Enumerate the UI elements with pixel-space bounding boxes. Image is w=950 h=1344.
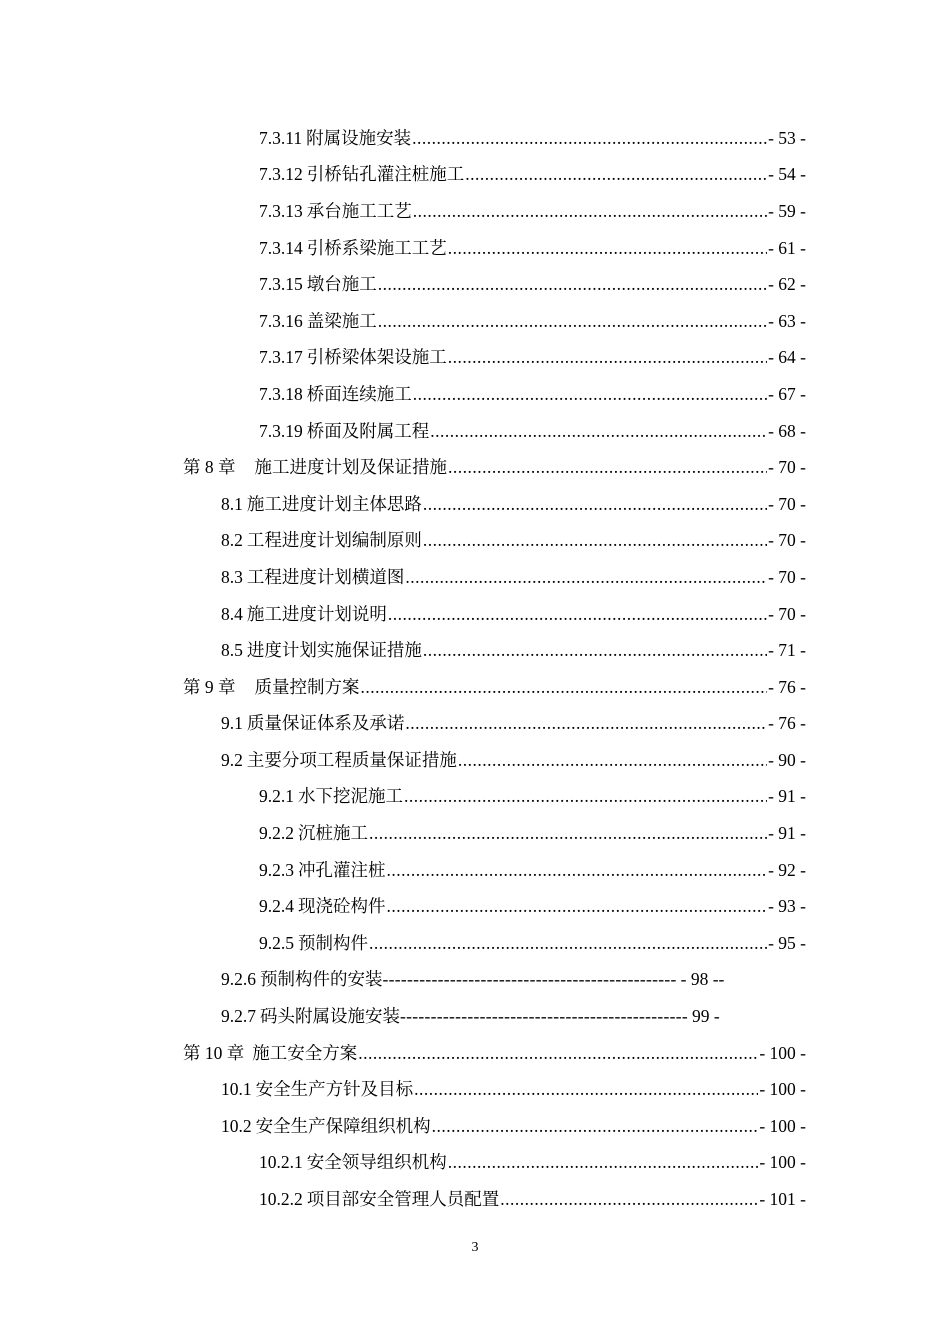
toc-title: 沉桩施工: [298, 823, 368, 844]
toc-page: - 54 -: [768, 164, 806, 185]
toc-entry[interactable]: [0, 1180, 950, 1217]
toc-number: 10.1: [221, 1079, 252, 1100]
toc-number: 第 10 章: [183, 1042, 245, 1063]
dot-leader: [361, 677, 768, 698]
toc-entry[interactable]: [0, 814, 950, 851]
toc-title: 主要分项工程质量保证措施: [246, 749, 457, 770]
toc-entry[interactable]: [0, 778, 950, 815]
toc-title: 桥面及附属工程: [306, 420, 430, 441]
toc-entry[interactable]: [0, 1107, 950, 1144]
toc-page: - 53 -: [768, 127, 806, 148]
toc-number: 8.3: [221, 566, 243, 587]
toc-number: 7.3.13: [259, 200, 303, 221]
toc-title: 安全生产方针及目标: [255, 1079, 414, 1100]
toc-number: 7.3.14: [259, 237, 303, 258]
toc-entry[interactable]: [0, 339, 950, 376]
dot-leader: [423, 494, 767, 515]
toc-number: 9.2: [221, 749, 243, 770]
toc-entry[interactable]: [0, 119, 950, 156]
toc-title: 预制构件的安装: [260, 969, 383, 990]
toc-title: 水下挖泥施工: [298, 786, 403, 807]
toc-entry[interactable]: [0, 265, 950, 302]
toc-entry[interactable]: [0, 375, 950, 412]
toc-number: 10.2: [221, 1115, 252, 1136]
toc-entry[interactable]: [0, 1144, 950, 1181]
toc-number: 8.5: [221, 640, 243, 661]
toc-number: 10.2.1: [259, 1152, 303, 1173]
toc-entry[interactable]: [0, 1070, 950, 1107]
toc-page: - 91 -: [768, 786, 806, 807]
toc-number: 9.2.4: [259, 896, 294, 917]
dot-leader: [423, 640, 767, 661]
toc-page: - 70 -: [768, 566, 806, 587]
toc-page: - 95 -: [768, 932, 806, 953]
toc-entry[interactable]: [0, 705, 950, 742]
dot-leader: [432, 1116, 759, 1137]
dot-leader: [500, 1189, 758, 1210]
dot-leader: [369, 933, 767, 954]
toc-page: - 67 -: [768, 383, 806, 404]
page-number: 3: [471, 1240, 479, 1255]
toc-number: 9.2.2: [259, 823, 294, 844]
dot-leader: [388, 604, 767, 625]
dot-leader: [405, 567, 767, 588]
toc-title: 码头附属设施安装: [260, 1006, 400, 1027]
toc-entry[interactable]: [0, 192, 950, 229]
toc-page: 99 -: [692, 1006, 720, 1027]
dot-leader: [413, 384, 767, 405]
toc-entry[interactable]: [0, 961, 950, 998]
toc-title: 现浇砼构件: [298, 896, 386, 917]
toc-number: 10.2.2: [259, 1189, 303, 1210]
toc-title: 预制构件: [298, 932, 368, 953]
toc-title: 施工进度计划说明: [246, 603, 387, 624]
toc-page: - 100 -: [759, 1079, 806, 1100]
toc-page: - 62 -: [768, 274, 806, 295]
toc-number: 7.3.18: [259, 383, 303, 404]
toc-entry[interactable]: [0, 302, 950, 339]
toc-page: - 91 -: [768, 823, 806, 844]
toc-entry[interactable]: [0, 156, 950, 193]
dot-leader: [448, 1152, 759, 1173]
toc-page: - 71 -: [768, 640, 806, 661]
toc-title: 质量控制方案: [254, 676, 360, 697]
toc-page: - 76 -: [768, 713, 806, 734]
toc-number: 7.3.17: [259, 347, 303, 368]
toc-entry[interactable]: [0, 924, 950, 961]
dot-leader: [414, 1079, 758, 1100]
toc-entry[interactable]: [0, 631, 950, 668]
table-of-contents: [0, 119, 950, 1217]
toc-entry[interactable]: [0, 522, 950, 559]
toc-number: 8.1: [221, 493, 243, 514]
toc-number: 第 9 章: [183, 676, 236, 697]
toc-entry[interactable]: [0, 412, 950, 449]
dot-leader: [369, 823, 767, 844]
toc-page: - 93 -: [768, 896, 806, 917]
toc-page: - 100 -: [759, 1152, 806, 1173]
toc-page: - 70 -: [768, 603, 806, 624]
toc-page: - 76 -: [768, 676, 806, 697]
toc-title: 桥面连续施工: [306, 383, 412, 404]
toc-title: 施工安全方案: [252, 1042, 358, 1063]
dot-leader: [404, 786, 767, 807]
toc-title: 项目部安全管理人员配置: [306, 1189, 500, 1210]
toc-title: 附属设施安装: [306, 127, 412, 148]
toc-chapter-entry[interactable]: [0, 1034, 950, 1071]
toc-title: 引桥梁体架设施工: [306, 347, 447, 368]
toc-number: 7.3.19: [259, 420, 303, 441]
toc-title: 冲孔灌注桩: [298, 859, 386, 880]
dot-leader: [458, 750, 767, 771]
toc-entry[interactable]: [0, 485, 950, 522]
dot-leader: [465, 164, 767, 185]
dash-leader: ------------------------------------------------: [382, 969, 677, 990]
toc-title: 承台施工工艺: [306, 200, 412, 221]
dot-leader: [448, 347, 767, 368]
toc-page: - 64 -: [768, 347, 806, 368]
dot-leader: [413, 201, 767, 222]
toc-number: 8.2: [221, 530, 243, 551]
toc-title: 进度计划实施保证措施: [246, 640, 422, 661]
toc-number: 9.2.7: [221, 1006, 256, 1027]
dot-leader: [378, 311, 767, 332]
toc-number: 7.3.12: [259, 164, 303, 185]
toc-page: - 70 -: [768, 530, 806, 551]
toc-entry[interactable]: [0, 229, 950, 266]
toc-number: 9.2.6: [221, 969, 256, 990]
toc-page: - 68 -: [768, 420, 806, 441]
toc-title: 盖梁施工: [306, 310, 377, 331]
toc-title: 墩台施工: [306, 274, 377, 295]
toc-page: - 63 -: [768, 310, 806, 331]
toc-number: 8.4: [221, 603, 243, 624]
toc-chapter-entry[interactable]: [0, 668, 950, 705]
dot-leader: [378, 274, 767, 295]
toc-title: 安全生产保障组织机构: [255, 1115, 431, 1136]
toc-page: - 92 -: [768, 859, 806, 880]
toc-page: - 98 --: [680, 969, 725, 990]
dot-leader: [448, 238, 767, 259]
dot-leader: [387, 896, 768, 917]
toc-title: 工程进度计划横道图: [246, 566, 405, 587]
toc-chapter-entry[interactable]: [0, 448, 950, 485]
dot-leader: [358, 1043, 758, 1064]
toc-entry[interactable]: [0, 595, 950, 632]
toc-title: 施工进度计划及保证措施: [254, 457, 447, 478]
toc-number: 9.2.5: [259, 932, 294, 953]
toc-number: 9.2.1: [259, 786, 294, 807]
toc-page: - 59 -: [768, 200, 806, 221]
toc-title: 质量保证体系及承诺: [246, 713, 405, 734]
toc-page: - 90 -: [768, 749, 806, 770]
dot-leader: [412, 128, 767, 149]
toc-entry[interactable]: [0, 997, 950, 1034]
toc-number: 9.2.3: [259, 859, 294, 880]
toc-entry[interactable]: [0, 887, 950, 924]
toc-entry[interactable]: [0, 851, 950, 888]
toc-page: - 61 -: [768, 237, 806, 258]
toc-page: - 100 -: [759, 1042, 806, 1063]
toc-number: 7.3.11: [259, 127, 303, 148]
dot-leader: [423, 530, 767, 551]
toc-page: - 101 -: [759, 1189, 806, 1210]
dot-leader: [430, 421, 767, 442]
dot-leader: [387, 860, 768, 881]
dash-leader: -----------------------------------------------: [400, 1006, 688, 1027]
toc-page: - 100 -: [759, 1115, 806, 1136]
toc-number: 第 8 章: [183, 457, 236, 478]
toc-title: 引桥钻孔灌注桩施工: [306, 164, 465, 185]
toc-entry[interactable]: [0, 558, 950, 595]
dot-leader: [405, 713, 767, 734]
toc-entry[interactable]: [0, 741, 950, 778]
toc-number: 7.3.15: [259, 274, 303, 295]
toc-title: 施工进度计划主体思路: [246, 493, 422, 514]
toc-title: 安全领导组织机构: [306, 1152, 447, 1173]
toc-number: 9.1: [221, 713, 243, 734]
toc-page: - 70 -: [768, 457, 806, 478]
toc-title: 工程进度计划编制原则: [246, 530, 422, 551]
toc-page: - 70 -: [768, 493, 806, 514]
toc-number: 7.3.16: [259, 310, 303, 331]
dot-leader: [448, 457, 767, 478]
toc-title: 引桥系梁施工工艺: [306, 237, 447, 258]
